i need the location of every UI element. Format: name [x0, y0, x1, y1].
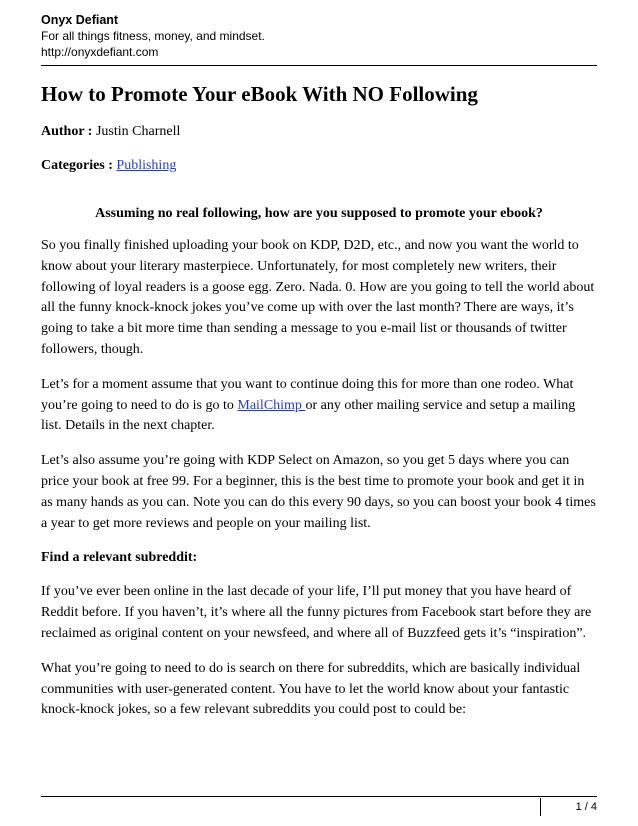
subheading-subreddit: Find a relevant subreddit:: [41, 550, 198, 566]
paragraph-5: What you’re going to need to do is search on there for subreddits, which are basically individual communities with user-generated content. You have to let the world know about your fantastic knock-knock jokes, so a few relevant subreddits you could post to could be:: [41, 660, 581, 718]
author-line: [41, 122, 597, 142]
article-body: [41, 79, 597, 735]
author-label: Author :: [41, 124, 93, 139]
article-title: How to Promote Your eBook With NO Following: [41, 82, 478, 106]
header-divider: [41, 65, 597, 66]
mailchimp-link[interactable]: MailChimp: [237, 397, 306, 413]
author-name: Justin Charnell: [95, 124, 181, 139]
footer-divider: [41, 796, 597, 797]
paragraph-2-text-after: or any other mailing service and setup a mailing list. Details in the next chapter.: [41, 397, 576, 434]
paragraph-2-text-before: Let’s for a moment assume that you want to continue doing this for more than one rodeo. What you’re going to need to do is go to: [41, 376, 574, 413]
paragraph-2: [41, 375, 597, 437]
site-tagline: For all things fitness, money, and mindset.: [41, 29, 265, 43]
site-url: http://onyxdefiant.com: [41, 45, 159, 59]
site-name: Onyx Defiant: [41, 13, 119, 27]
page-indicator: 1 / 4: [540, 798, 597, 816]
categories-line: [41, 156, 597, 176]
paragraph-1: So you finally finished uploading your book on KDP, D2D, etc., and now you want the world to know about your literary masterpiece. Unfortunately, for most completely new writers, their following of loyal readers is a goose egg. Zero. Nada. 0. How are you going to tell the world about all the funny knock-knock jokes you’ve come up with over the last month? There are ways, it’s going to take a bit more time than sending a message to you e-mail list or thousands of twitter followers, though.: [41, 238, 595, 357]
paragraph-4: If you’ve ever been online in the last decade of your life, I’ll put money that you have heard of Reddit before. If you haven’t, it’s where all the funny pictures from Facebook start before they are reclaimed as original content on your newsfeed, and where all of Buzzfeed gets it’s “inspiration”.: [41, 584, 592, 641]
categories-label: Categories :: [41, 158, 113, 173]
document-header: [41, 12, 597, 60]
paragraph-3: Let’s also assume you’re going with KDP Select on Amazon, so you get 5 days where you can price your book at free 99. For a beginner, this is the best time to promote your book and get it in as many hands as you can. Note you can do this every 90 days, so you can boost your book 4 times a year to get more reviews and people on your mailing list.: [41, 453, 596, 531]
lead-question: Assuming no real following, how are you supposed to promote your ebook?: [95, 206, 543, 221]
category-link-publishing[interactable]: Publishing: [116, 158, 177, 173]
